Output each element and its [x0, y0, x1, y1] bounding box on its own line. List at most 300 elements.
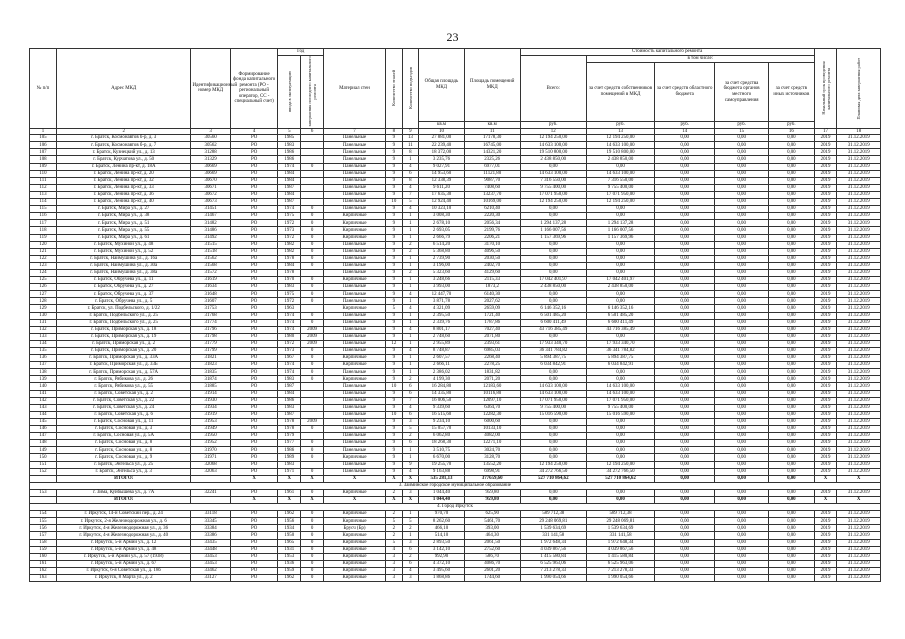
- table-cell: 0,00: [655, 227, 715, 234]
- table-cell: 0,00: [655, 262, 715, 269]
- table-cell: [301, 170, 324, 177]
- table-cell: 6364,70: [464, 404, 520, 411]
- table-cell: 114: [30, 199, 57, 206]
- table-cell: [301, 461, 324, 468]
- table-cell: 3: [386, 575, 403, 582]
- table-cell: 1 415 580,84: [586, 553, 654, 560]
- table-cell: 0,00: [655, 369, 715, 376]
- table-cell: 16745,00: [464, 142, 520, 149]
- table-cell: 31.12.2019: [837, 525, 881, 532]
- table-cell: Панельные: [323, 390, 385, 397]
- table-cell: ИТОГО:: [56, 496, 191, 503]
- table-row: [30, 489, 881, 496]
- table-cell: 31329: [191, 156, 230, 163]
- table-cell: 9: [386, 326, 403, 333]
- table-cell: 31.12.2019: [837, 149, 881, 156]
- table-cell: 1978: [278, 418, 301, 425]
- table-cell: 0,00: [586, 241, 654, 248]
- table-cell: 1986: [278, 447, 301, 454]
- table-cell: 0,00: [655, 284, 715, 291]
- table-cell: 8 801,17: [419, 326, 465, 333]
- table-cell: 142: [30, 397, 57, 404]
- table-cell: 18 372,00: [419, 149, 465, 156]
- table-cell: 2 339,76: [419, 319, 465, 326]
- table-cell: 4082,00: [464, 433, 520, 440]
- table-cell: 10: [386, 383, 403, 390]
- table-cell: 14 953,60: [419, 170, 465, 177]
- table-cell: г. Братск, Рябикова ул., д. 26: [56, 376, 191, 383]
- table-cell: 156: [30, 525, 57, 532]
- table-cell: 2019: [814, 213, 837, 220]
- table-cell: 43 716 385,49: [520, 326, 586, 333]
- table-cell: 6 525 963,06: [586, 560, 654, 567]
- table-cell: 1 990 054,66: [520, 575, 586, 582]
- table-cell: 0,00: [655, 255, 715, 262]
- table-cell: 9: [386, 255, 403, 262]
- table-cell: 15 016 590,00: [586, 411, 654, 418]
- table-cell: 157: [30, 532, 57, 539]
- table-cell: 0,00: [586, 496, 654, 503]
- table-cell: 0,00: [769, 489, 815, 496]
- table-cell: г. Иркутск, 5-й Армии ул., д. 57 (1938): [56, 553, 191, 560]
- table-cell: 0,00: [655, 433, 715, 440]
- table-cell: 0,00: [769, 411, 815, 418]
- table-cell: Панельные: [323, 284, 385, 291]
- table-cell: 6 514,20: [419, 241, 465, 248]
- table-cell: 0: [301, 440, 324, 447]
- table-cell: 1983: [278, 461, 301, 468]
- table-cell: 2199,76: [464, 227, 520, 234]
- table-cell: г. Иркутск, 5-й Армии ул., д. 67: [56, 560, 191, 567]
- table-cell: Панельные: [323, 170, 385, 177]
- table-cell: 9: [386, 277, 403, 284]
- table-cell: 0,00: [769, 440, 815, 447]
- table-cell: [301, 135, 324, 142]
- table-cell: 16 515,60: [419, 411, 465, 418]
- unit-cell: руб.: [586, 122, 654, 129]
- table-cell: 0: [301, 348, 324, 355]
- table-cell: Панельные: [323, 262, 385, 269]
- table-cell: 2019: [814, 284, 837, 291]
- table-cell: 0,00: [520, 447, 586, 454]
- table-cell: 4 372,10: [419, 560, 465, 567]
- table-cell: 2: [402, 525, 419, 532]
- table-cell: 31.12.2019: [837, 262, 881, 269]
- table-cell: 393,00: [464, 525, 520, 532]
- table-cell: 1721,40: [464, 312, 520, 319]
- table-cell: 2019: [814, 383, 837, 390]
- table-cell: [301, 142, 324, 149]
- table-cell: 2056,34: [464, 220, 520, 227]
- table-cell: Кирпичные: [323, 567, 385, 574]
- table-cell: 123: [30, 262, 57, 269]
- table-cell: 0,00: [715, 248, 769, 255]
- table-cell: 127: [30, 291, 57, 298]
- table-cell: 0,00: [655, 163, 715, 170]
- table-cell: 161: [30, 560, 57, 567]
- table-cell: 6 525 963,06: [520, 560, 586, 567]
- table-cell: г. Братск, Энгельса ул., д. 3: [56, 468, 191, 475]
- table-cell: 0,00: [769, 546, 815, 553]
- table-cell: 0,00: [520, 433, 586, 440]
- table-cell: 2019: [814, 255, 837, 262]
- table-cell: г. Иркутск, 5-й Армии ул., д. 48: [56, 546, 191, 553]
- table-cell: 12 338,39: [419, 177, 465, 184]
- table-cell: Панельные: [323, 426, 385, 433]
- table-cell: 0: [301, 355, 324, 362]
- table-cell: 2: [386, 489, 403, 496]
- table-cell: 135: [30, 348, 57, 355]
- table-cell: РО: [230, 418, 278, 425]
- table-row: [30, 156, 881, 163]
- unit-cell: руб.: [520, 122, 586, 129]
- table-cell: РО: [230, 454, 278, 461]
- header-year-repair: завершения последнего капитального ремонта: [301, 56, 324, 129]
- table-cell: 31.12.2019: [837, 284, 881, 291]
- table-cell: Кирпичные: [323, 213, 385, 220]
- table-cell: 0: [301, 319, 324, 326]
- table-cell: РО: [230, 440, 278, 447]
- table-cell: РО: [230, 333, 278, 340]
- table-cell: 2 666,11: [419, 362, 465, 369]
- table-cell: 31568: [191, 262, 230, 269]
- table-cell: 1974: [278, 319, 301, 326]
- table-cell: 2019: [814, 340, 837, 347]
- table-cell: 0,00: [715, 447, 769, 454]
- table-cell: 0: [301, 369, 324, 376]
- table-cell: 514,10: [419, 532, 465, 539]
- table-cell: 0,00: [586, 418, 654, 425]
- table-cell: 31.12.2019: [837, 447, 881, 454]
- table-cell: 1931: [278, 546, 301, 553]
- table-cell: 13: [402, 135, 419, 142]
- table-cell: г. Братск, ул. Подбельского, д. 1/22: [56, 305, 191, 312]
- table-cell: 31.12.2019: [837, 369, 881, 376]
- table-cell: Панельные: [323, 319, 385, 326]
- table-cell: 0,00: [715, 489, 769, 496]
- header-address: Адрес МКД: [56, 49, 191, 129]
- table-cell: 2 386,02: [419, 369, 465, 376]
- table-cell: 0,00: [769, 227, 815, 234]
- table-cell: 0,00: [586, 206, 654, 213]
- table-cell: 0,00: [769, 333, 815, 340]
- table-cell: 2019: [814, 553, 837, 560]
- table-row: [30, 433, 881, 440]
- table-cell: 9: [386, 440, 403, 447]
- table-cell: г. Братск, Ленина пр-кт, д. 20: [56, 170, 191, 177]
- table-cell: РО: [230, 532, 278, 539]
- table-cell: 31.12.2019: [837, 440, 881, 447]
- table-cell: 2019: [814, 433, 837, 440]
- table-cell: 6 501 485,20: [586, 312, 654, 319]
- table-cell: 31.12.2019: [837, 199, 881, 206]
- column-number: 14: [655, 128, 715, 135]
- table-cell: 6: [402, 560, 419, 567]
- table-cell: 0,00: [715, 234, 769, 241]
- table-cell: 0,00: [715, 433, 769, 440]
- table-cell: 1963: [278, 305, 301, 312]
- table-cell: 9087,70: [464, 177, 520, 184]
- table-cell: 4: [386, 546, 403, 553]
- table-cell: 2206,21: [464, 234, 520, 241]
- table-row: [30, 277, 881, 284]
- column-number: 18: [837, 128, 881, 135]
- table-cell: РО: [230, 397, 278, 404]
- table-cell: г. Братск, Мира ул., д. 27: [56, 206, 191, 213]
- table-row: [30, 553, 881, 560]
- table-cell: 2019: [814, 426, 837, 433]
- table-cell: г. Братск, Советская ул., д. 6: [56, 411, 191, 418]
- table-cell: 12097,10: [464, 397, 520, 404]
- table-cell: 0,00: [769, 284, 815, 291]
- table-cell: 0,00: [769, 305, 815, 312]
- table-cell: г. Братск, Приморская ул., д. 33А: [56, 355, 191, 362]
- table-cell: 1: [402, 532, 419, 539]
- table-cell: г. Братск, Наймушина ул., д. 16а: [56, 255, 191, 262]
- table-cell: 1: [402, 255, 419, 262]
- table-cell: 2019: [814, 135, 837, 142]
- table-cell: РО: [230, 177, 278, 184]
- table-row: [30, 511, 881, 518]
- table-cell: 2019: [814, 227, 837, 234]
- table-cell: 9 755 400,00: [586, 404, 654, 411]
- table-cell: 31.12.2019: [837, 170, 881, 177]
- table-cell: 22 239,40: [419, 142, 465, 149]
- table-cell: 0,00: [655, 142, 715, 149]
- table-cell: 0,00: [769, 277, 815, 284]
- table-cell: 12 924,40: [419, 199, 465, 206]
- table-row: [30, 149, 881, 156]
- table-cell: 7: [402, 397, 419, 404]
- table-cell: Панельные: [323, 440, 385, 447]
- table-cell: 31971: [191, 454, 230, 461]
- table-cell: 0,00: [715, 355, 769, 362]
- table-cell: 2 739,90: [419, 255, 465, 262]
- table-cell: 0,00: [715, 575, 769, 582]
- table-cell: г. Братск, Сосновая ул., д. 9: [56, 454, 191, 461]
- table-cell: 116: [30, 213, 57, 220]
- table-cell: [301, 184, 324, 191]
- table-cell: 32063: [191, 468, 230, 475]
- table-cell: 0,00: [769, 475, 815, 482]
- table-cell: 2 395,50: [419, 312, 465, 319]
- table-cell: РО: [230, 489, 278, 496]
- table-cell: 2019: [814, 262, 837, 269]
- table-cell: X: [386, 475, 403, 482]
- table-cell: 9: [386, 206, 403, 213]
- table-cell: 2019: [814, 447, 837, 454]
- table-cell: 0,00: [769, 376, 815, 383]
- table-cell: 9: [386, 284, 403, 291]
- table-cell: 9: [386, 135, 403, 142]
- table-cell: 31.12.2019: [837, 255, 881, 262]
- table-cell: 14 633 100,00: [586, 142, 654, 149]
- table-cell: 1984: [278, 390, 301, 397]
- table-cell: 0,00: [715, 539, 769, 546]
- table-cell: 31634: [191, 284, 230, 291]
- table-cell: Панельные: [323, 404, 385, 411]
- table-cell: 31288: [191, 149, 230, 156]
- table-cell: РО: [230, 468, 278, 475]
- table-cell: 4: [402, 404, 419, 411]
- table-cell: 0,00: [655, 454, 715, 461]
- table-cell: 0,00: [715, 383, 769, 390]
- table-cell: 0,00: [769, 383, 815, 390]
- table-cell: 31.12.2019: [837, 234, 881, 241]
- table-cell: 586,70: [464, 553, 520, 560]
- table-cell: 4: [402, 163, 419, 170]
- table-cell: Панельные: [323, 149, 385, 156]
- table-cell: РО: [230, 461, 278, 468]
- table-cell: 130: [30, 312, 57, 319]
- table-cell: 31768: [191, 312, 230, 319]
- table-row: [30, 560, 881, 567]
- table-cell: 12 194 250,00: [520, 199, 586, 206]
- table-cell: г. Братск, Наймушина ул., д. 30а: [56, 262, 191, 269]
- table-cell: 535 281,13: [419, 475, 465, 482]
- table-cell: 0,00: [769, 255, 815, 262]
- table-cell: г. Братск, Мира ул., д. 55: [56, 227, 191, 234]
- table-cell: 31.12.2019: [837, 305, 881, 312]
- table-cell: 2019: [814, 539, 837, 546]
- column-number: 7: [323, 128, 385, 135]
- table-cell: 0,00: [769, 213, 815, 220]
- table-cell: 10 323,10: [419, 206, 465, 213]
- table-cell: 0,00: [715, 567, 769, 574]
- table-cell: 9 234,10: [419, 418, 465, 425]
- table-cell: 1978: [278, 255, 301, 262]
- table-cell: 7: [402, 191, 419, 198]
- table-row: [30, 142, 881, 149]
- table-cell: 31.12.2019: [837, 333, 881, 340]
- table-cell: 3 008,30: [419, 213, 465, 220]
- table-cell: 12282,30: [464, 411, 520, 418]
- table-cell: 9: [386, 262, 403, 269]
- table-row: [30, 312, 881, 319]
- table-cell: [301, 383, 324, 390]
- table-cell: 2 678,10: [419, 220, 465, 227]
- table-cell: РО: [230, 546, 278, 553]
- table-cell: 112: [30, 184, 57, 191]
- table-cell: РО: [230, 305, 278, 312]
- column-number: 9: [402, 128, 419, 135]
- table-cell: г. Братск, Ленина пр-кт, д. 18А: [56, 163, 191, 170]
- table-cell: г. Братск, Космонавтов б-р, д. 3: [56, 135, 191, 142]
- table-cell: 0,00: [715, 305, 769, 312]
- table-cell: [301, 305, 324, 312]
- table-cell: 0,00: [655, 440, 715, 447]
- table-cell: 1744,60: [464, 575, 520, 582]
- table-cell: 119: [30, 234, 57, 241]
- table-cell: 31.12.2019: [837, 511, 881, 518]
- table-cell: 31.12.2019: [837, 191, 881, 198]
- table-cell: 464,30: [464, 532, 520, 539]
- table-cell: 0: [301, 560, 324, 567]
- table-cell: X: [323, 496, 385, 503]
- table-cell: РО: [230, 348, 278, 355]
- table-cell: 31.12.2019: [837, 404, 881, 411]
- table-cell: Кирпичные: [323, 234, 385, 241]
- table-cell: г. Братск, Курчатова ул., д. 50: [56, 156, 191, 163]
- table-cell: РО: [230, 355, 278, 362]
- table-cell: 5461,70: [464, 518, 520, 525]
- table-cell: 3128,70: [464, 454, 520, 461]
- table-cell: 1 157 369,96: [520, 234, 586, 241]
- table-cell: 0,00: [769, 575, 815, 582]
- table-cell: 31919: [191, 411, 230, 418]
- table-cell: 0: [301, 518, 324, 525]
- table-cell: 1972: [278, 220, 301, 227]
- table-cell: 0,00: [520, 333, 586, 340]
- table-row: [30, 199, 881, 206]
- header-total-area: Общая площадь МКД: [419, 49, 465, 122]
- table-cell: 0,00: [520, 248, 586, 255]
- table-cell: 139: [30, 376, 57, 383]
- table-cell: 0: [301, 220, 324, 227]
- table-cell: 2019: [814, 511, 837, 518]
- table-cell: 9: [386, 191, 403, 198]
- table-cell: 6140,30: [464, 291, 520, 298]
- table-cell: 377659,60: [464, 475, 520, 482]
- table-cell: 0,00: [586, 255, 654, 262]
- table-cell: 8 748,87: [419, 348, 465, 355]
- table-cell: 0,00: [655, 418, 715, 425]
- table-cell: 4: [402, 348, 419, 355]
- table-cell: 0,00: [715, 461, 769, 468]
- table-cell: 31492: [191, 234, 230, 241]
- table-cell: 0,00: [586, 269, 654, 276]
- table-cell: РО: [230, 511, 278, 518]
- table-cell: 136: [30, 355, 57, 362]
- table-cell: 0: [301, 213, 324, 220]
- table-cell: 0,00: [715, 298, 769, 305]
- table-cell: 2659,09: [464, 305, 520, 312]
- table-cell: 34 272 766,50: [586, 468, 654, 475]
- table-cell: 2220,30: [464, 213, 520, 220]
- table-cell: 0,00: [715, 149, 769, 156]
- table-cell: 27 881,00: [419, 135, 465, 142]
- table-cell: 6 034 842,91: [520, 362, 586, 369]
- table-cell: 2 607,57: [419, 355, 465, 362]
- table-row: [30, 532, 881, 539]
- table-cell: [301, 191, 324, 198]
- table-cell: 6 062,80: [419, 433, 465, 440]
- table-cell: 0,00: [655, 156, 715, 163]
- table-cell: 12 194 250,00: [586, 199, 654, 206]
- table-cell: 2325,26: [464, 156, 520, 163]
- table-cell: 2019: [814, 404, 837, 411]
- table-cell: 6977,01: [464, 163, 520, 170]
- table-cell: 0,00: [520, 262, 586, 269]
- table-cell: 31.12.2019: [837, 213, 881, 220]
- page-number: 23: [446, 30, 459, 44]
- table-cell: 0,00: [715, 411, 769, 418]
- table-cell: г. Братск, Приморская ул., д. 33Б: [56, 362, 191, 369]
- table-cell: 31.12.2019: [837, 227, 881, 234]
- total-row: [30, 475, 881, 482]
- table-cell: 1934: [278, 525, 301, 532]
- table-row: [30, 227, 881, 234]
- table-cell: 1962: [278, 575, 301, 582]
- header-living-area: Площадь помещений МКД: [464, 49, 520, 122]
- table-cell: 2019: [814, 560, 837, 567]
- table-cell: 7 316 550,00: [586, 177, 654, 184]
- table-cell: 1972: [278, 298, 301, 305]
- table-cell: 0,00: [715, 525, 769, 532]
- table-row: [30, 262, 881, 269]
- table-cell: 0,00: [520, 241, 586, 248]
- table-cell: 2019: [814, 149, 837, 156]
